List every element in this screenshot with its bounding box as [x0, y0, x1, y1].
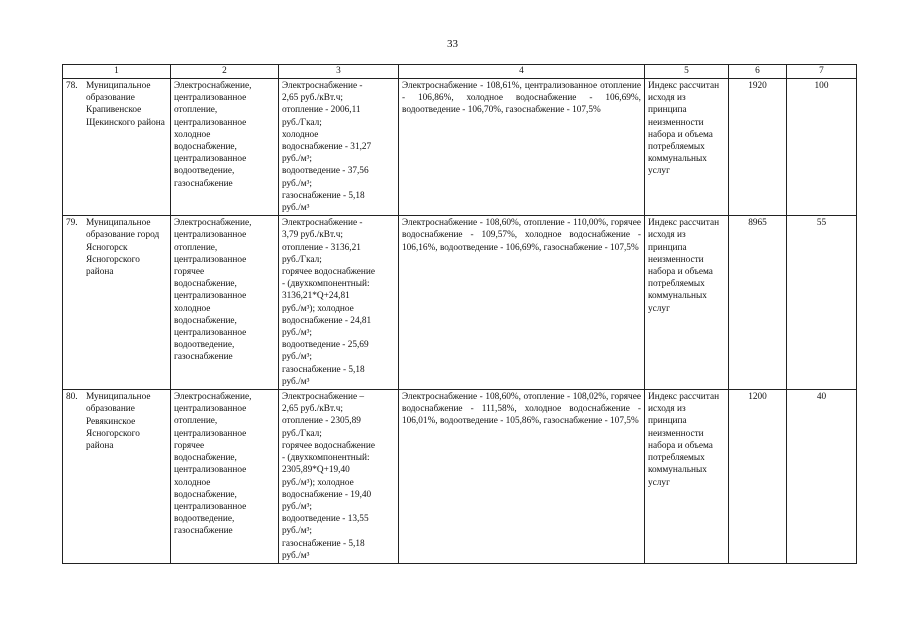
value-7: 55	[816, 218, 827, 229]
tariff-line: отопление - 3136,21	[282, 242, 361, 253]
value-cell	[787, 390, 857, 564]
column-header: 2	[171, 65, 279, 79]
tariff-line: водоснабжение - 31,27	[282, 142, 372, 153]
service-line: водоснабжение,	[174, 142, 237, 153]
tariff-line: 3,79 руб./кВт.ч;	[282, 230, 343, 241]
value-cell	[787, 79, 857, 216]
service-line: холодное	[174, 303, 211, 314]
value-cell	[729, 79, 787, 216]
indices-cell	[399, 216, 645, 390]
column-header: 5	[645, 65, 729, 79]
service-line: Электроснабжение,	[174, 218, 252, 229]
table-row	[63, 79, 857, 216]
tariff-line: руб./Гкал;	[282, 428, 322, 439]
row-number: 79.	[66, 218, 78, 229]
tariff-line: холодное	[282, 129, 319, 140]
value-7: 40	[816, 392, 827, 403]
service-line: централизованное	[174, 254, 247, 265]
service-line: горячее	[174, 267, 205, 278]
service-line: холодное	[174, 129, 211, 140]
tariffs-cell	[279, 216, 399, 390]
municipality-name: Муниципальное образование город Ясногорск Ясногорского района	[86, 218, 160, 278]
service-line: водоотведение,	[174, 340, 235, 351]
service-line: отопление,	[174, 105, 218, 116]
tariff-line: водоотведение - 13,55	[282, 514, 369, 525]
service-line: централизованное	[174, 117, 247, 128]
service-line: водоотведение,	[174, 514, 235, 525]
tariff-line: водоотведение - 25,69	[282, 340, 369, 351]
service-line: отопление,	[174, 242, 218, 253]
tariff-line: руб./м³;	[282, 178, 312, 189]
tariff-line: руб./м³); холодное	[282, 477, 354, 488]
service-line: централизованное	[174, 230, 247, 241]
tariff-line: Электроснабжение -	[282, 81, 363, 91]
column-header: 1	[63, 65, 171, 79]
row-number: 80.	[66, 392, 78, 403]
service-line: Электроснабжение,	[174, 81, 252, 91]
tariff-line: руб./Гкал;	[282, 117, 322, 128]
tariff-line: руб./м³;	[282, 501, 312, 512]
tariff-line: газоснабжение - 5,18	[282, 364, 365, 375]
service-line: газоснабжение	[174, 352, 233, 363]
indices-cell	[399, 390, 645, 564]
municipality-cell	[63, 216, 171, 390]
note-text: Индекс рассчитан исходя из принципа неизменности набора и объема потребляемых коммунальных услуг	[648, 218, 720, 314]
tariff-line: - (двухкомпонентный:	[282, 279, 370, 290]
note-cell	[645, 390, 729, 564]
municipality-cell	[63, 390, 171, 564]
tariff-line: отопление - 2006,11	[282, 105, 361, 116]
service-line: холодное	[174, 477, 211, 488]
tariff-line: 2,65 руб./кВт.ч;	[282, 93, 343, 104]
tariff-line: руб./м³;	[282, 352, 312, 363]
table-row	[63, 390, 857, 564]
tariff-line: 3136,21*Q+24,81	[282, 291, 350, 302]
column-number-row	[63, 65, 857, 79]
service-line: газоснабжение	[174, 526, 233, 537]
service-line: централизованное	[174, 404, 247, 415]
service-line: централизованное	[174, 328, 247, 339]
service-line: централизованное	[174, 501, 247, 512]
value-7: 100	[814, 81, 829, 91]
tariff-line: 2305,89*Q+19,40	[282, 465, 350, 476]
table-row	[63, 216, 857, 390]
note-text: Индекс рассчитан исходя из принципа неизменности набора и объема потребляемых коммунальных услуг	[648, 392, 720, 488]
tariff-line: горячее водоснабжение	[282, 267, 375, 278]
service-line: Электроснабжение,	[174, 392, 252, 403]
tariff-line: газоснабжение - 5,18	[282, 538, 365, 549]
tariff-line: водоснабжение - 19,40	[282, 489, 372, 500]
value-6: 8965	[748, 218, 767, 229]
tariff-line: 2,65 руб./кВт.ч;	[282, 404, 343, 415]
tariff-line: руб./м³	[282, 203, 310, 214]
tariff-line: руб./м³;	[282, 328, 312, 339]
column-header: 3	[279, 65, 399, 79]
tariff-line: Электроснабжение -	[282, 218, 363, 229]
service-line: водоотведение,	[174, 166, 235, 177]
note-cell	[645, 79, 729, 216]
service-line: водоснабжение,	[174, 279, 237, 290]
indices-cell	[399, 79, 645, 216]
tariff-line: руб./м³;	[282, 526, 312, 537]
value-cell	[729, 216, 787, 390]
column-header: 4	[399, 65, 645, 79]
tariff-line: водоснабжение - 24,81	[282, 315, 372, 326]
value-6: 1200	[748, 392, 767, 403]
tariff-line: Электроснабжение –	[282, 392, 365, 403]
tariff-line: руб./Гкал;	[282, 254, 322, 265]
services-cell	[171, 390, 279, 564]
service-line: отопление,	[174, 416, 218, 427]
municipality-name: Муниципальное образование Крапивенское Щекинского района	[86, 81, 165, 128]
note-cell	[645, 216, 729, 390]
service-line: газоснабжение	[174, 178, 233, 189]
tariff-table	[62, 64, 857, 564]
service-line: водоснабжение,	[174, 315, 237, 326]
page-number: 33	[447, 38, 458, 50]
service-line: централизованное	[174, 154, 247, 165]
service-line: централизованное	[174, 93, 247, 104]
municipality-name: Муниципальное образование Ревякинское Ясногорского района	[86, 392, 151, 451]
tariff-line: руб./м³;	[282, 154, 312, 165]
tariff-line: горячее водоснабжение	[282, 440, 375, 451]
tariff-line: руб./м³	[282, 376, 310, 387]
service-line: водоснабжение,	[174, 453, 237, 464]
tariffs-cell	[279, 390, 399, 564]
value-cell	[787, 216, 857, 390]
column-header: 7	[787, 65, 857, 79]
service-line: горячее	[174, 440, 205, 451]
service-line: централизованное	[174, 428, 247, 439]
column-header: 6	[729, 65, 787, 79]
indices-text: Электроснабжение - 108,61%, централизованное отопление - 106,86%, холодное водоснабжение - 106,69%, водоотведение - 106,70%, газоснабжение - 107,5%	[402, 81, 641, 116]
tariff-line: газоснабжение - 5,18	[282, 190, 365, 201]
note-text: Индекс рассчитан исходя из принципа неизменности набора и объема потребляемых коммунальных услуг	[648, 81, 720, 177]
services-cell	[171, 216, 279, 390]
service-line: централизованное	[174, 291, 247, 302]
value-6: 1920	[748, 81, 767, 91]
row-number: 78.	[66, 81, 78, 91]
indices-text: Электроснабжение - 108,60%, отопление - 108,02%, горячее водоснабжение - 111,58%, холодное водоснабжение - 106,01%, водоотведение - 105,86%, газоснабжение - 107,5%	[402, 392, 641, 427]
value-cell	[729, 390, 787, 564]
tariff-line: руб./м³); холодное	[282, 303, 354, 314]
municipality-cell	[63, 79, 171, 216]
tariff-line: отопление - 2305,89	[282, 416, 361, 427]
tariff-line: водоотведение - 37,56	[282, 166, 369, 177]
tariff-line: руб./м³	[282, 550, 310, 561]
indices-text: Электроснабжение - 108,60%, отопление - 110,00%, горячее водоснабжение - 109,57%, холодное водоснабжение - 106,16%, водоотведение - 106,69%, газоснабжение - 107,5%	[402, 218, 641, 253]
tariffs-cell	[279, 79, 399, 216]
tariff-line: - (двухкомпонентный:	[282, 453, 370, 464]
service-line: водоснабжение,	[174, 489, 237, 500]
service-line: централизованное	[174, 465, 247, 476]
services-cell	[171, 79, 279, 216]
